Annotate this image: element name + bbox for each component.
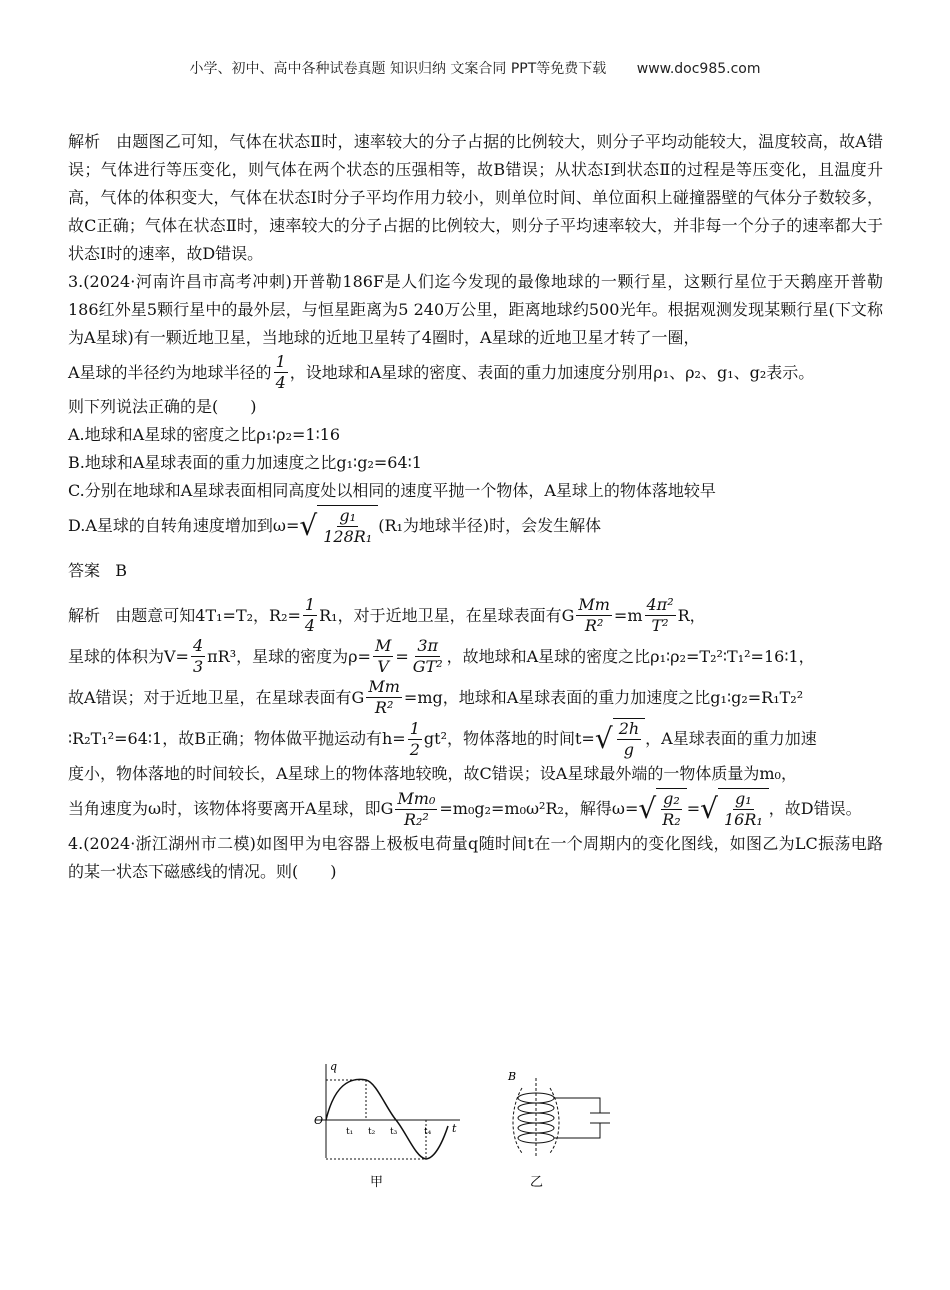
analysis-line-6: 当角速度为ω时，该物体将要离开A星球，即G $\frac{\text{Mm₀}}{\text{R₂²}}$ =m₀g₂=m₀ω²R₂，解得ω= √ $\frac{\text{g₂}}{\text{R₂}}$ = √ $\frac{\text{g₁}}{\text{16R₁}}$ ，故D错误。 xyxy=(68,788,862,829)
tick-t3: t₃ xyxy=(390,1127,398,1137)
header-url[interactable]: www.doc985.com xyxy=(636,61,761,77)
analysis-line-4: ∶R₂T₁²=64∶1，故B正确；物体做平抛运动有h= $\frac{1}{2}$ gt²，物体落地的时间t= √ $\frac{2h}{g}$ ，A星球表面的重力加速 xyxy=(68,718,817,759)
q4-stem: 4.(2024·浙江湖州市二模)如图甲为电容器上极板电荷量q随时间t在一个周期内的变化图线，如图乙为LC振荡电路的某一状态下磁感线的情况。则( ) xyxy=(68,834,883,881)
tick-t1: t₁ xyxy=(346,1127,354,1137)
analysis-label: 解析 xyxy=(68,132,101,151)
analysis-line-5: 度小，物体落地的时间较长，A星球上的物体落地较晚，故C错误；设A星球最外端的一物体质量为m₀， xyxy=(68,764,797,783)
q3-prompt: 则下列说法正确的是( ) xyxy=(68,397,257,416)
origin-label: O xyxy=(314,1114,324,1127)
answer-value: B xyxy=(115,561,128,580)
analysis-text: 由题图乙可知，气体在状态Ⅱ时，速率较大的分子占据的比例较大，则分子平均动能较大，温度较高，故A错误；气体进行等压变化，则气体在两个状态的压强相等，故B错误；从状态Ⅰ到状态Ⅱ的过程是等压变化，且温度升高，气体的体积变大，气体在状态Ⅰ时分子平均作用力较小，则单位时间、单位面积上碰撞器壁的气体分子数较多，故C正确；气体在状态Ⅱ时，速率较大的分子占据的比例较大，则分子平均速率较大，并非每一个分子的速率都大于状态Ⅰ时的速率，故D错误。 xyxy=(68,132,883,263)
page-header xyxy=(0,58,950,78)
analysis-q2 xyxy=(68,128,883,268)
tick-t4: t₄ xyxy=(424,1127,432,1137)
answer-line: 答案 B xyxy=(68,561,128,580)
caption-yi: 乙 xyxy=(530,1175,544,1190)
option-a: A.地球和A星球的密度之比ρ₁∶ρ₂=1∶16 xyxy=(68,425,341,444)
analysis-line-3: 故A错误；对于近地卫星，在星球表面有G $\frac{Mm}{\text{R²}}$ =mg，地球和A星球表面的重力加速度之比g₁∶g₂=R₁T₂² xyxy=(68,677,804,717)
analysis-line-1: 解析 由题意可知4T₁=T₂，R₂= $\frac{1}{4}$ R₁，对于近地卫星，在星球表面有G $\frac{Mm}{\text{R²}}$ =m $\frac{\text{4π²}}{\text{T²}}$ R， xyxy=(68,595,706,635)
analysis-line-2: 星球的体积为V= $\frac{4}{3}$ πR³，星球的密度为ρ= $\frac{M}{V}$ = $\frac{3\pi}{\text{GT²}}$ ，故地球和A星球的密度之比ρ₁∶ρ₂=T₂²∶T₁²=16∶1， xyxy=(68,636,815,676)
tick-t2: t₂ xyxy=(368,1127,376,1137)
sqrt-expression: √ $\frac{\text{g₁}}{\text{128R₁}}$ xyxy=(299,505,378,547)
q-t-graph-and-lc-circuit xyxy=(310,1058,640,1198)
option-b: B.地球和A星球表面的重力加速度之比g₁∶g₂=64∶1 xyxy=(68,453,422,472)
q3-stem: 3.(2024·河南许昌市高考冲刺)开普勒186F是人们迄今发现的最像地球的一颗行星，这颗行星位于天鹅座开普勒186红外星5颗行星中的最外层，与恒星距离为5 240万公里，距离地球约500光年。根据观测发现某颗行星(下文称为A星球)有一颗近地卫星，当地球的近地卫星转了4圈时，A星球的近地卫星才转了一圈， xyxy=(68,272,883,347)
fraction-one-quarter: $\frac{1}{4}$ xyxy=(275,352,286,392)
q4-figure xyxy=(310,1058,640,1198)
axis-t-label: t xyxy=(452,1122,457,1135)
b-field-label: B xyxy=(508,1070,517,1083)
axis-q-label: q xyxy=(330,1060,338,1073)
option-c: C.分别在地球和A星球表面相同高度处以相同的速度平抛一个物体，A星球上的物体落地较早 xyxy=(68,481,716,500)
document-body xyxy=(68,128,883,886)
header-text: 小学、初中、高中各种试卷真题 知识归纳 文案合同 PPT等免费下载 xyxy=(189,61,607,77)
option-d: D.A星球的自转角速度增加到ω= √ $\frac{\text{g₁}}{\text{128R₁}}$ (R₁为地球半径)时，会发生解体 xyxy=(68,506,602,546)
q3-stem-line2: A星球的半径约为地球半径的 $\frac{1}{4}$ ，设地球和A星球的密度、表面的重力加速度分别用ρ₁、ρ₂、g₁、g₂表示。 xyxy=(68,352,815,392)
caption-jia: 甲 xyxy=(370,1175,384,1190)
